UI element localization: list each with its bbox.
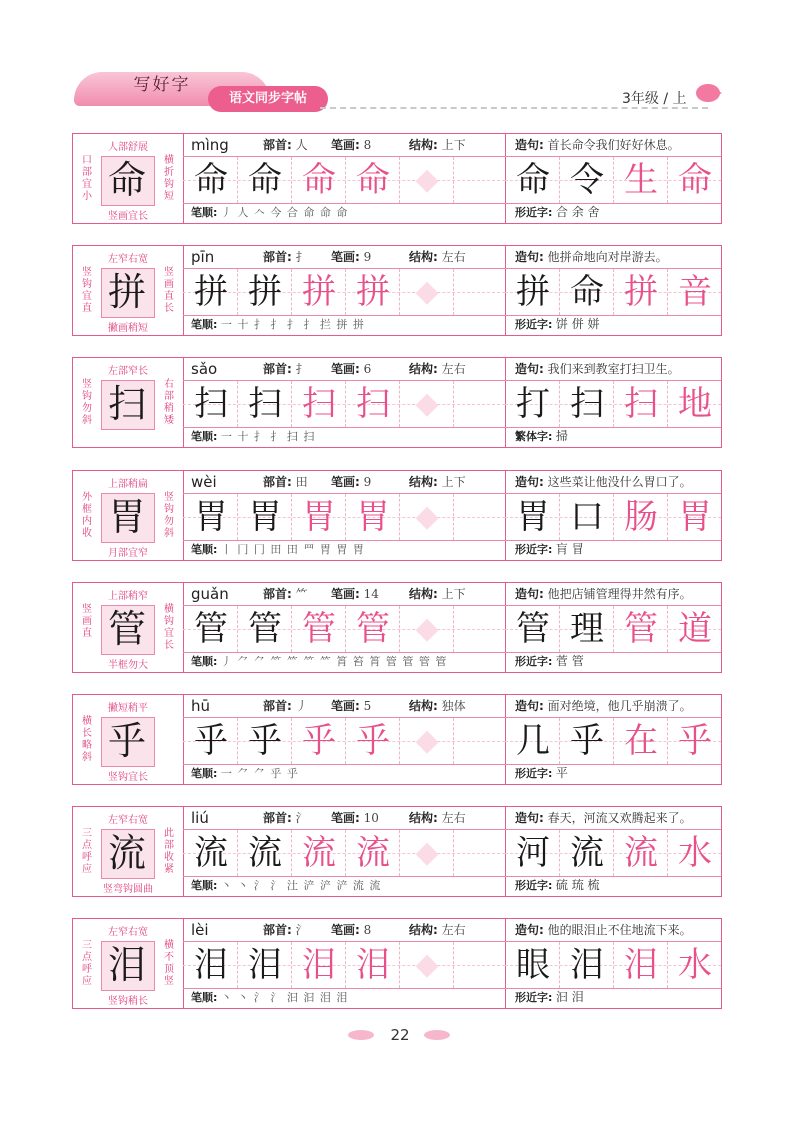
word-cell: 乎 bbox=[678, 721, 712, 761]
section-banner: 语文同步字帖 bbox=[208, 86, 328, 112]
tip-bottom: 竖画宜长 bbox=[108, 211, 148, 222]
word-cell: 令 bbox=[561, 157, 614, 203]
practice-cell: 管 bbox=[185, 606, 238, 652]
practice-cell: 扫 bbox=[347, 381, 400, 427]
word-cell: 扫 bbox=[615, 381, 668, 427]
practice-area bbox=[183, 246, 506, 335]
writing-tips bbox=[73, 471, 184, 560]
stroke-order: 笔顺: 丶 丶 氵 氵 汩 汩 泪 泪 bbox=[191, 991, 349, 1005]
structure-info: 结构: 左右 bbox=[409, 362, 466, 377]
usage-area bbox=[505, 919, 721, 1008]
character-entry bbox=[72, 357, 722, 448]
tip-top: 上部稍窄 bbox=[108, 590, 148, 602]
example-sentence: 造句: 春天，河流又欢腾起来了。 bbox=[515, 811, 692, 826]
empty-cell[interactable] bbox=[453, 494, 505, 540]
radical-info: 部首: 扌 bbox=[263, 362, 308, 377]
model-character: 管 bbox=[107, 606, 146, 651]
word-cell: 音 bbox=[678, 272, 712, 313]
usage-area bbox=[505, 695, 721, 784]
practice-area bbox=[183, 919, 506, 1008]
practice-cell: 扫 bbox=[185, 381, 238, 427]
empty-cell[interactable] bbox=[453, 718, 505, 764]
tip-left: 横长略斜 bbox=[82, 716, 92, 763]
model-character: 泪 bbox=[107, 943, 146, 988]
similar-chars: 形近字: 菅 管 bbox=[515, 653, 584, 668]
practice-cell: 胃 bbox=[239, 494, 292, 540]
practice-area bbox=[183, 134, 506, 223]
pinyin: pīn bbox=[191, 248, 215, 267]
structure-info: 结构: 左右 bbox=[409, 923, 466, 938]
word-cell: 命 bbox=[507, 157, 560, 203]
tip-top: 左窄右宽 bbox=[108, 815, 148, 827]
tip-top: 撇短稍平 bbox=[108, 703, 148, 714]
stroke-count-info: 笔画: 9 bbox=[331, 250, 372, 265]
tip-right: 横不顶竖 bbox=[164, 940, 174, 988]
practice-area bbox=[183, 695, 506, 784]
word-cell: 胃 bbox=[507, 494, 560, 540]
radical-info: 部首: 丿 bbox=[263, 699, 308, 713]
practice-area bbox=[183, 471, 506, 560]
character-entry bbox=[72, 918, 722, 1009]
stroke-count-info: 笔画: 8 bbox=[331, 138, 372, 152]
empty-cell[interactable] bbox=[453, 942, 505, 988]
practice-cell: 胃 bbox=[347, 494, 400, 540]
word-cell: 理 bbox=[561, 606, 614, 652]
tip-top: 左窄右宽 bbox=[108, 254, 148, 266]
usage-area bbox=[505, 807, 721, 896]
word-cell: 管 bbox=[615, 606, 668, 652]
example-sentence: 造句: 我们来到教室打扫卫生。 bbox=[515, 362, 680, 377]
example-sentence: 造句: 他的眼泪止不住地流下来。 bbox=[515, 923, 692, 938]
empty-cell[interactable] bbox=[453, 157, 505, 203]
stroke-count-info: 笔画: 14 bbox=[331, 586, 379, 601]
word-grid bbox=[505, 829, 721, 877]
word-cell: 命 bbox=[561, 269, 614, 315]
tip-right: 横折钩短 bbox=[164, 155, 174, 202]
word-cell: 泪 bbox=[561, 942, 614, 988]
leaf-icon bbox=[424, 1030, 450, 1040]
character-entry bbox=[72, 470, 722, 561]
structure-info: 结构: 上下 bbox=[409, 474, 466, 489]
structure-info: 结构: 上下 bbox=[409, 586, 466, 601]
practice-grid bbox=[183, 493, 505, 541]
usage-area bbox=[505, 358, 721, 447]
usage-area bbox=[505, 134, 721, 223]
tip-bottom: 半框勿大 bbox=[108, 659, 148, 671]
page-number: 22 bbox=[390, 1026, 410, 1044]
radical-info: 部首: ⺮ bbox=[263, 586, 308, 601]
practice-cell: 乎 bbox=[239, 718, 292, 764]
tip-top: 上部稍扁 bbox=[108, 478, 148, 490]
word-cell: 在 bbox=[615, 718, 668, 764]
similar-chars: 形近字: 肓 冒 bbox=[515, 541, 584, 556]
ghost-cell[interactable]: ◆ bbox=[401, 606, 454, 652]
word-cell: 拼 bbox=[615, 269, 668, 315]
practice-grid bbox=[183, 941, 505, 989]
practice-cell: 胃 bbox=[185, 494, 238, 540]
usage-area bbox=[505, 246, 721, 335]
ghost-cell[interactable]: ◆ bbox=[401, 381, 454, 427]
practice-cell: 命 bbox=[347, 157, 400, 203]
tip-bottom: 竖弯钩圆曲 bbox=[103, 884, 153, 896]
practice-area bbox=[183, 358, 506, 447]
similar-chars: 形近字: 硫 琉 梳 bbox=[515, 878, 600, 893]
writing-tips bbox=[73, 919, 184, 1008]
word-grid bbox=[505, 493, 721, 541]
practice-cell: 乎 bbox=[293, 718, 346, 764]
practice-cell: 命 bbox=[185, 157, 238, 203]
ghost-cell[interactable]: ◆ bbox=[401, 157, 454, 203]
model-character: 乎 bbox=[107, 719, 146, 763]
example-sentence: 造句: 首长命令我们好好休息。 bbox=[515, 138, 680, 152]
word-grid bbox=[505, 941, 721, 989]
stroke-order: 笔顺: 丨 冂 冂 田 田 罒 胃 胃 胃 bbox=[191, 542, 365, 556]
word-cell: 胃 bbox=[678, 496, 712, 537]
word-cell: 道 bbox=[678, 608, 712, 649]
practice-grid bbox=[183, 829, 505, 877]
tip-left: 三点呼应 bbox=[82, 940, 92, 988]
structure-info: 结构: 独体 bbox=[409, 699, 466, 713]
practice-area bbox=[183, 807, 506, 896]
grade-label: 3年级 / 上 bbox=[622, 91, 687, 107]
tip-right: 竖钩勿斜 bbox=[164, 491, 174, 539]
stroke-count-info: 笔画: 6 bbox=[331, 362, 372, 377]
stroke-order: 笔顺: 一 十 扌 扌 扌 扌 拦 拼 拼 bbox=[191, 318, 365, 332]
structure-info: 结构: 上下 bbox=[409, 138, 466, 152]
practice-grid bbox=[183, 605, 505, 653]
tip-left: 口部宜小 bbox=[82, 155, 92, 202]
word-grid bbox=[505, 380, 721, 428]
tip-top: 左部窄长 bbox=[108, 366, 148, 378]
character-entry bbox=[72, 582, 722, 673]
stroke-count-info: 笔画: 9 bbox=[331, 474, 372, 489]
practice-cell: 胃 bbox=[293, 494, 346, 540]
ghost-cell[interactable]: ◆ bbox=[401, 718, 454, 764]
ghost-cell[interactable]: ◆ bbox=[401, 942, 454, 988]
tip-right: 此部收紧 bbox=[164, 828, 174, 876]
word-cell: 肠 bbox=[615, 494, 668, 540]
word-cell: 泪 bbox=[615, 942, 668, 988]
radical-info: 部首: 田 bbox=[263, 474, 308, 489]
tip-top: 人部舒展 bbox=[108, 142, 148, 153]
writing-tips bbox=[73, 695, 184, 784]
stroke-count-info: 笔画: 8 bbox=[331, 923, 372, 938]
practice-grid bbox=[183, 380, 505, 428]
practice-cell: 泪 bbox=[347, 942, 400, 988]
writing-tips bbox=[73, 358, 184, 447]
pinyin: mìng bbox=[191, 136, 229, 154]
practice-cell: 命 bbox=[239, 157, 292, 203]
stroke-count-info: 笔画: 5 bbox=[331, 699, 372, 713]
pinyin: lèi bbox=[191, 921, 209, 940]
radical-info: 部首: 人 bbox=[263, 138, 308, 152]
pinyin: liú bbox=[191, 809, 209, 828]
radical-info: 部首: 氵 bbox=[263, 811, 308, 826]
word-cell: 拼 bbox=[507, 269, 560, 315]
character-entry bbox=[72, 133, 722, 224]
word-cell: 打 bbox=[507, 381, 560, 427]
word-grid bbox=[505, 268, 721, 316]
empty-cell[interactable] bbox=[453, 830, 505, 876]
stroke-order: 笔顺: 一 十 扌 扌 扫 扫 bbox=[191, 430, 316, 444]
tip-left: 竖画直 bbox=[82, 603, 92, 639]
structure-info: 结构: 左右 bbox=[409, 811, 466, 826]
empty-cell[interactable] bbox=[453, 381, 505, 427]
practice-cell: 泪 bbox=[293, 942, 346, 988]
example-sentence: 造句: 这些菜让他没什么胃口了。 bbox=[515, 474, 692, 489]
radical-info: 部首: 氵 bbox=[263, 923, 308, 938]
practice-cell: 流 bbox=[185, 830, 238, 876]
stroke-order: 笔顺: 一 ⺈ ⺈ 乎 乎 bbox=[191, 767, 299, 780]
empty-cell[interactable] bbox=[453, 269, 505, 315]
model-character: 胃 bbox=[107, 494, 146, 539]
usage-area bbox=[505, 471, 721, 560]
practice-cell: 管 bbox=[347, 606, 400, 652]
pinyin: sǎo bbox=[191, 360, 218, 379]
word-cell: 乎 bbox=[561, 718, 614, 764]
character-entry bbox=[72, 245, 722, 336]
practice-cell: 拼 bbox=[293, 269, 346, 315]
similar-chars: 形近字: 合 余 舍 bbox=[515, 205, 600, 219]
similar-chars: 形近字: 饼 併 姘 bbox=[515, 317, 600, 332]
word-cell: 几 bbox=[507, 718, 560, 764]
model-character: 流 bbox=[107, 831, 146, 876]
practice-cell: 乎 bbox=[185, 718, 238, 764]
word-grid bbox=[505, 717, 721, 765]
word-cell: 水 bbox=[678, 945, 712, 986]
tip-left: 竖钩宜直 bbox=[82, 267, 92, 315]
tip-right: 竖画直长 bbox=[164, 267, 174, 315]
stroke-count-info: 笔画: 10 bbox=[331, 811, 379, 826]
practice-cell: 流 bbox=[293, 830, 346, 876]
ghost-cell[interactable]: ◆ bbox=[401, 494, 454, 540]
tip-left: 竖钩勿斜 bbox=[82, 379, 92, 427]
stroke-order: 笔顺: 丿 人 𠆢 今 合 命 命 命 bbox=[191, 206, 349, 219]
word-cell: 命 bbox=[678, 160, 712, 200]
model-character: 扫 bbox=[107, 382, 146, 427]
writing-tips bbox=[73, 807, 184, 896]
ghost-cell[interactable]: ◆ bbox=[401, 269, 454, 315]
tip-bottom: 竖钩稍长 bbox=[108, 996, 148, 1008]
pinyin: wèi bbox=[191, 472, 217, 491]
practice-cell: 乎 bbox=[347, 718, 400, 764]
word-cell: 口 bbox=[561, 494, 614, 540]
model-character: 拼 bbox=[107, 270, 146, 315]
usage-area bbox=[505, 583, 721, 672]
practice-cell: 流 bbox=[347, 830, 400, 876]
writing-tips bbox=[73, 246, 184, 335]
practice-grid bbox=[183, 156, 505, 204]
practice-grid bbox=[183, 717, 505, 765]
tip-right: 右部稍矮 bbox=[164, 379, 174, 427]
tip-top: 左窄右宽 bbox=[108, 927, 148, 939]
word-cell: 眼 bbox=[507, 942, 560, 988]
pinyin: guǎn bbox=[191, 584, 229, 603]
practice-area bbox=[183, 583, 506, 672]
book-title: 写好字 bbox=[133, 75, 191, 95]
word-grid bbox=[505, 156, 721, 204]
empty-cell[interactable] bbox=[453, 606, 505, 652]
practice-cell: 命 bbox=[293, 157, 346, 203]
word-cell: 扫 bbox=[561, 381, 614, 427]
bird-icon bbox=[696, 84, 720, 102]
example-sentence: 造句: 他拼命地向对岸游去。 bbox=[515, 250, 668, 265]
word-cell: 生 bbox=[615, 157, 668, 203]
example-sentence: 造句: 他把店铺管理得井然有序。 bbox=[515, 586, 692, 601]
stroke-order: 笔顺: 丶 丶 氵 氵 汢 浐 浐 浐 流 流 bbox=[191, 879, 382, 893]
practice-cell: 流 bbox=[239, 830, 292, 876]
pinyin: hū bbox=[191, 697, 211, 715]
similar-chars: 形近字: 平 bbox=[515, 766, 568, 780]
tip-left: 外框内收 bbox=[82, 491, 92, 539]
word-cell: 河 bbox=[507, 830, 560, 876]
practice-cell: 管 bbox=[293, 606, 346, 652]
practice-cell: 拼 bbox=[185, 269, 238, 315]
practice-grid bbox=[183, 268, 505, 316]
tip-left: 三点呼应 bbox=[82, 828, 92, 876]
page-header bbox=[70, 48, 730, 120]
structure-info: 结构: 左右 bbox=[409, 250, 466, 265]
writing-tips bbox=[73, 134, 184, 223]
stroke-order: 笔顺: 丿 ⺈ ⺈ ⺮ ⺮ ⺮ ⺮ 筲 笞 筲 管 管 管 管 bbox=[191, 654, 448, 668]
word-cell: 水 bbox=[678, 833, 712, 874]
practice-cell: 泪 bbox=[239, 942, 292, 988]
tip-bottom: 撇画稍短 bbox=[108, 323, 148, 335]
tip-right: 横钩宜长 bbox=[164, 603, 174, 651]
word-cell: 地 bbox=[678, 384, 712, 425]
similar-chars: 形近字: 汩 泪 bbox=[515, 990, 584, 1005]
word-cell: 流 bbox=[615, 830, 668, 876]
writing-tips bbox=[73, 583, 184, 672]
tip-bottom: 月部宜窄 bbox=[108, 547, 148, 559]
word-cell: 管 bbox=[507, 606, 560, 652]
practice-cell: 扫 bbox=[293, 381, 346, 427]
similar-chars: 繁体字: 掃 bbox=[515, 429, 568, 444]
character-entry bbox=[72, 694, 722, 785]
tip-bottom: 竖钩宜长 bbox=[108, 772, 148, 783]
ghost-cell[interactable]: ◆ bbox=[401, 830, 454, 876]
example-sentence: 造句: 面对绝境，他几乎崩溃了。 bbox=[515, 699, 692, 713]
practice-cell: 管 bbox=[239, 606, 292, 652]
practice-cell: 拼 bbox=[347, 269, 400, 315]
practice-cell: 拼 bbox=[239, 269, 292, 315]
model-character: 命 bbox=[107, 158, 146, 202]
practice-cell: 扫 bbox=[239, 381, 292, 427]
character-entry bbox=[72, 806, 722, 897]
word-cell: 流 bbox=[561, 830, 614, 876]
word-grid bbox=[505, 605, 721, 653]
practice-cell: 泪 bbox=[185, 942, 238, 988]
radical-info: 部首: 扌 bbox=[263, 250, 308, 265]
